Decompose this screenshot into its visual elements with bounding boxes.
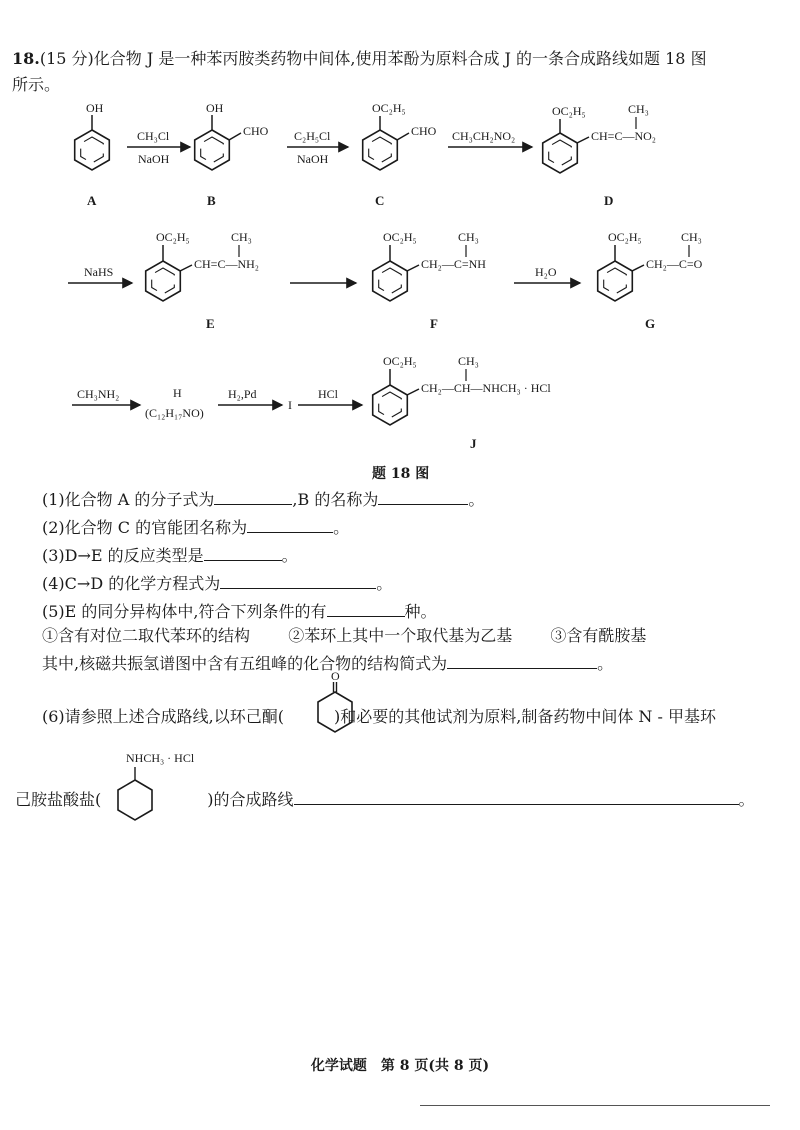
reagent-a-b-top: CH₃Cl [137, 129, 170, 143]
reagent-f-g-top: H₂O [535, 265, 557, 279]
reagent-b-c-bottom: NaOH [297, 152, 329, 166]
condition-1: ①含有对位二取代苯环的结构 [42, 626, 251, 645]
subquestion-1-end: 。 [468, 490, 485, 509]
bottom-edge-line [420, 1105, 770, 1106]
reagent-a-b-bottom: NaOH [138, 152, 170, 166]
answer-blank-formula[interactable] [214, 486, 292, 505]
compound-g [598, 230, 703, 301]
subquestion-5 [42, 598, 437, 624]
label-j: J [470, 436, 477, 451]
figure-caption: 题 18 图 [372, 466, 430, 482]
answer-blank-equation[interactable] [220, 570, 376, 589]
subquestion-2-end: 。 [333, 518, 350, 537]
reagent-g-h-top: CH₃NH₂ [77, 387, 120, 401]
page-footer: 化学试题 第 8 页(共 8 页) [310, 1058, 490, 1074]
group-ch3: CH₃ [458, 354, 479, 368]
group-oh: OH [206, 101, 224, 115]
compound-a [75, 101, 110, 170]
stem-line-1: (15 分)化合物 J 是一种苯丙胺类药物中间体,使用苯酚为原料合成 J 的一条合成路线如题 18 图 [39, 49, 707, 68]
arrow-b-c [287, 129, 348, 166]
question-number: 18. [12, 49, 40, 68]
group-f-chain: CH₂—C=NH [421, 257, 486, 271]
arrow-h-i [218, 387, 282, 405]
answer-blank-reaction-type[interactable] [204, 542, 282, 561]
arrow-a-b [127, 129, 190, 166]
answer-blank-synthesis-route[interactable] [294, 786, 739, 805]
n-methylcyclohexylamine-hcl-structure [100, 748, 230, 833]
stem-line-2: 所示。 [12, 75, 61, 94]
reagent-i-j-top: HCl [318, 387, 339, 401]
arrow-c-d [448, 129, 532, 147]
subquestion-4-text: (4)C→D 的化学方程式为 [42, 574, 221, 593]
subquestion-6-line-1 [42, 705, 716, 729]
group-cho: CHO [411, 124, 437, 138]
label-g: G [645, 316, 656, 331]
label-b: B [207, 193, 216, 208]
subquestion-6-text-c: 己胺盐酸盐( [15, 790, 102, 809]
nmr-question-text: 其中,核磁共振氢谱图中含有五组峰的化合物的结构简式为 [42, 654, 448, 673]
group-oc2h5: OC₂H₅ [608, 230, 642, 244]
compound-i-label: I [288, 398, 292, 412]
group-oc2h5: OC₂H₅ [372, 101, 406, 115]
compound-j [373, 354, 552, 425]
answer-blank-structure[interactable] [447, 650, 597, 669]
reagent-b-c-top: C₂H₅Cl [294, 129, 331, 143]
group-oc2h5: OC₂H₅ [552, 104, 586, 118]
subquestion-6-text-d: )的合成路线 [207, 790, 294, 809]
group-j-chain: CH₂—CH—NHCH₃ · HCl [421, 381, 551, 395]
group-ch3: CH₃ [458, 230, 479, 244]
subquestion-4-end: 。 [376, 574, 393, 593]
group-amine-label: NHCH₃ · HCl [126, 751, 195, 765]
group-ch3: CH₃ [681, 230, 702, 244]
subquestion-6-text-a: (6)请参照上述合成路线,以环己酮( [42, 707, 284, 726]
subquestion-2-text: (2)化合物 C 的官能团名称为 [42, 518, 248, 537]
group-ch3: CH₃ [231, 230, 252, 244]
subquestion-3-end: 。 [281, 546, 298, 565]
group-ch3: CH₃ [628, 102, 649, 116]
compound-e [146, 230, 259, 301]
group-oh: OH [86, 101, 104, 115]
label-e: E [206, 316, 215, 331]
subquestion-1-text: (1)化合物 A 的分子式为 [42, 490, 215, 509]
compound-h-formula: (C₁₂H₁₇NO) [145, 406, 204, 420]
subquestion-3 [42, 542, 298, 568]
condition-2: ②苯环上其中一个取代基为乙基 [288, 626, 513, 645]
arrow-i-j [298, 387, 362, 405]
group-oc2h5: OC₂H₅ [156, 230, 190, 244]
reagent-h-i-top: H₂,Pd [228, 387, 257, 401]
subquestion-4 [42, 570, 392, 596]
subquestion-1-text-b: ,B 的名称为 [292, 490, 379, 509]
group-oc2h5: OC₂H₅ [383, 230, 417, 244]
label-a: A [87, 193, 97, 208]
arrow-g-h [72, 387, 140, 405]
cyclohexanone-structure [300, 670, 370, 750]
condition-list [42, 624, 646, 648]
compound-f [373, 230, 487, 301]
label-f: F [430, 316, 438, 331]
subquestion-5-end: 种。 [404, 602, 437, 621]
group-oc2h5: OC₂H₅ [383, 354, 417, 368]
reagent-d-e-top: NaHS [84, 265, 114, 279]
arrow-f-g [514, 265, 580, 283]
group-cho: CHO [243, 124, 269, 138]
question-stem [12, 46, 788, 98]
subquestion-3-text: (3)D→E 的反应类型是 [42, 546, 204, 565]
answer-blank-name[interactable] [378, 486, 468, 505]
reagent-c-d-top: CH₃CH₂NO₂ [452, 129, 516, 143]
label-c: C [375, 193, 385, 208]
group-ketone-o: O [331, 670, 340, 683]
answer-blank-isomer-count[interactable] [327, 598, 405, 617]
subquestion-1 [42, 486, 484, 512]
subquestion-5-text: (5)E 的同分异构体中,符合下列条件的有 [42, 602, 327, 621]
group-d-chain: CH=C—NO₂ [591, 129, 656, 143]
group-e-chain: CH=C—NH₂ [194, 257, 259, 271]
compound-h-label: H [173, 386, 182, 400]
condition-3: ③含有酰胺基 [550, 626, 647, 645]
answer-blank-functional-groups[interactable] [247, 514, 333, 533]
compound-d [543, 102, 656, 173]
label-d: D [604, 193, 614, 208]
subquestion-2 [42, 514, 349, 540]
compound-c [363, 101, 437, 170]
subquestion-6-end: 。 [738, 790, 755, 809]
group-g-chain: CH₂—C=O [646, 257, 703, 271]
arrow-d-e [68, 265, 132, 283]
synthesis-scheme [0, 95, 800, 455]
subquestion-6-text-b: )和必要的其他试剂为原料,制备药物中间体 N - 甲基环 [334, 707, 716, 726]
compound-b [195, 101, 269, 170]
nmr-question-end: 。 [597, 654, 614, 673]
